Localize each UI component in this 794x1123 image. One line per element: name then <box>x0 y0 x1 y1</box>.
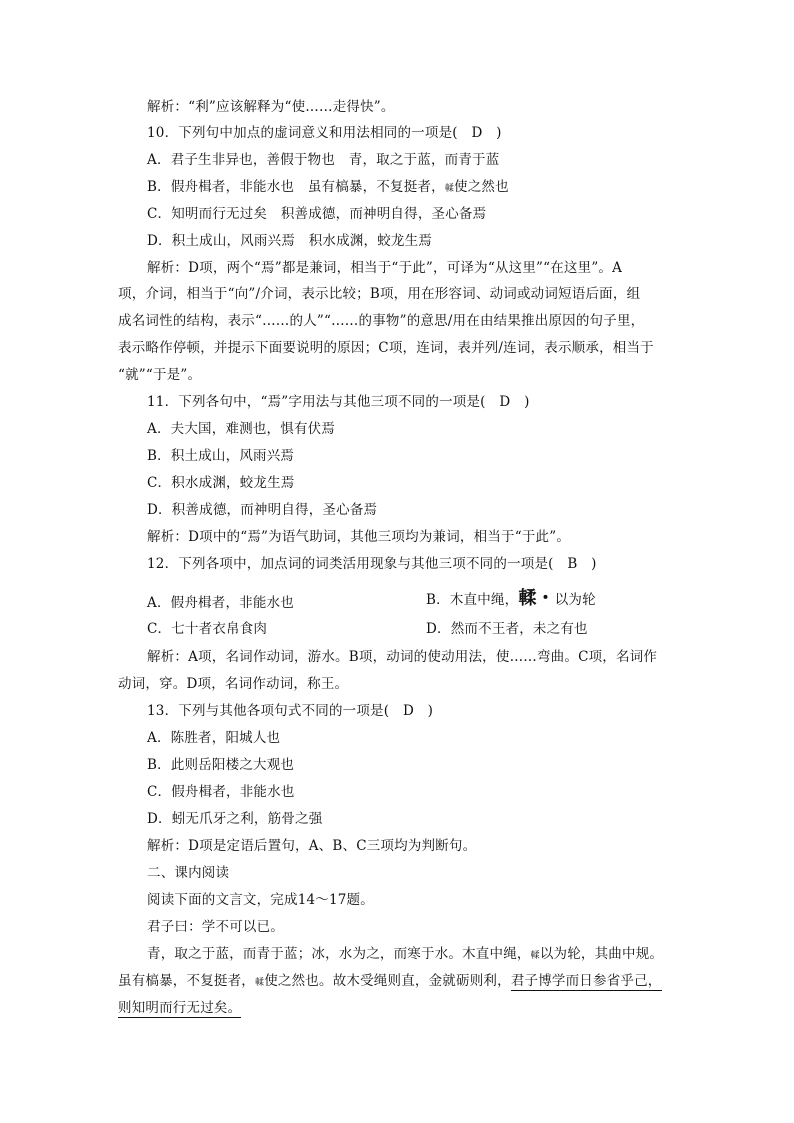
q10-option-b-text: B．假舟楫者，非能水也 虽有槁暴，不复挺者， <box>147 179 445 195</box>
q12-option-d: D．然而不王者，未之有也 <box>426 621 588 637</box>
passage-line-2-mid: 使之然也。故木受绳则直，金就砺则利， <box>264 973 511 989</box>
q11-option-c: C．积水成渊，蛟龙生焉 <box>147 475 295 491</box>
q10-option-b-tail: 使之然也 <box>454 179 509 195</box>
q13-option-b: B．此则岳阳楼之大观也 <box>147 757 295 773</box>
q13-option-c: C．假舟楫者，非能水也 <box>147 784 295 800</box>
question-10: 10．下列句中加点的虚词意义和用法相同的一项是( D ) <box>147 125 502 141</box>
q12-option-b-tail: 以为轮 <box>554 592 596 608</box>
q11-option-a: A．夫大国，难测也，惧有伏焉 <box>147 421 336 437</box>
q10-option-b <box>147 178 509 198</box>
rou-char: 輮 <box>255 978 265 988</box>
passage-line-1-text: 青，取之于蓝，而青于蓝；冰，水为之，而寒于水。木直中绳， <box>147 946 531 962</box>
passage-opening: 君子曰：学不可以已。 <box>147 919 284 935</box>
section-heading: 二、课内阅读 <box>147 865 230 881</box>
q10-option-d: D．积土成山，风雨兴焉 积水成渊，蛟龙生焉 <box>147 233 433 249</box>
q13-option-d: D．蚓无爪牙之利，筋骨之强 <box>147 811 323 827</box>
q10-option-c: C．知明而行无过矣 积善成德，而神明自得，圣心备焉 <box>147 206 487 222</box>
analysis-10-line-1: 解析：D项，两个“焉”都是兼词，相当于“于此”，可译为“从这里”“在这里”。A <box>147 260 623 276</box>
rou-char-dotted: 輮・ <box>518 588 555 609</box>
q11-option-d: D．积善成德，而神明自得，圣心备焉 <box>147 502 378 518</box>
analysis-9: 解析：“利”应该解释为“使……走得快”。 <box>147 99 395 115</box>
q13-option-a: A．陈胜者，阳城人也 <box>147 730 281 746</box>
question-12: 12．下列各项中，加点词的词类活用现象与其他三项不同的一项是( B ) <box>147 556 597 572</box>
question-13: 13．下列与其他各项句式不同的一项是( D ) <box>147 703 434 719</box>
q12-option-c: C．七十者衣帛食肉 <box>147 621 268 637</box>
underlined-sentence: 君子博学而日参省乎己， <box>510 973 662 989</box>
analysis-10-line-3: 成名词性的结构，表示“……的人”“……的事物”的意思/用在由结果推出原因的句子里， <box>118 313 645 329</box>
analysis-10-line-2: 项，介词，相当于“向”/介词，表示比较；B项，用在形容词、动词或动词短语后面，组 <box>118 286 641 302</box>
analysis-12-line-2: 动词，穿。D项，名词作动词，称王。 <box>118 676 349 692</box>
analysis-11: 解析：D项中的“焉”为语气助词，其他三项均为兼词，相当于“于此”。 <box>147 529 571 545</box>
passage-line-1-tail: 以为轮，其曲中规。 <box>539 946 664 962</box>
rou-char: 輮 <box>530 951 540 961</box>
analysis-12-line-1: 解析：A项，名词作动词，游水。B项，动词的使动用法，使……弯曲。C项，名词作 <box>147 649 658 665</box>
reading-instruction: 阅读下面的文言文，完成14～17题。 <box>147 892 374 908</box>
q10-option-a: A．君子生非异也，善假于物也 青，取之于蓝，而青于蓝 <box>147 152 500 168</box>
passage-line-1 <box>147 945 663 965</box>
q12-option-b <box>426 590 596 609</box>
question-11: 11．下列各句中，“焉”字用法与其他三项不同的一项是( D ) <box>147 394 530 410</box>
q12-option-b-text: B．木直中绳， <box>426 592 519 608</box>
analysis-10-line-4: 表示略作停顿，并提示下面要说明的原因；C项，连词，表并列/连词，表示顺承，相当于 <box>118 340 654 356</box>
passage-line-3 <box>118 999 241 1017</box>
q11-option-b: B．积土成山，风雨兴焉 <box>147 448 295 464</box>
passage-line-2 <box>118 972 662 992</box>
q12-option-a: A．假舟楫者，非能水也 <box>147 595 294 611</box>
underlined-sentence-end: 则知明而行无过矣。 <box>118 1000 242 1016</box>
passage-line-2-text: 虽有槁暴，不复挺者， <box>118 973 255 989</box>
analysis-13: 解析：D项是定语后置句，A、B、C三项均为判断句。 <box>147 838 477 854</box>
analysis-10-line-5: “就”“于是”。 <box>118 367 202 383</box>
rou-char: 輮 <box>444 184 455 194</box>
